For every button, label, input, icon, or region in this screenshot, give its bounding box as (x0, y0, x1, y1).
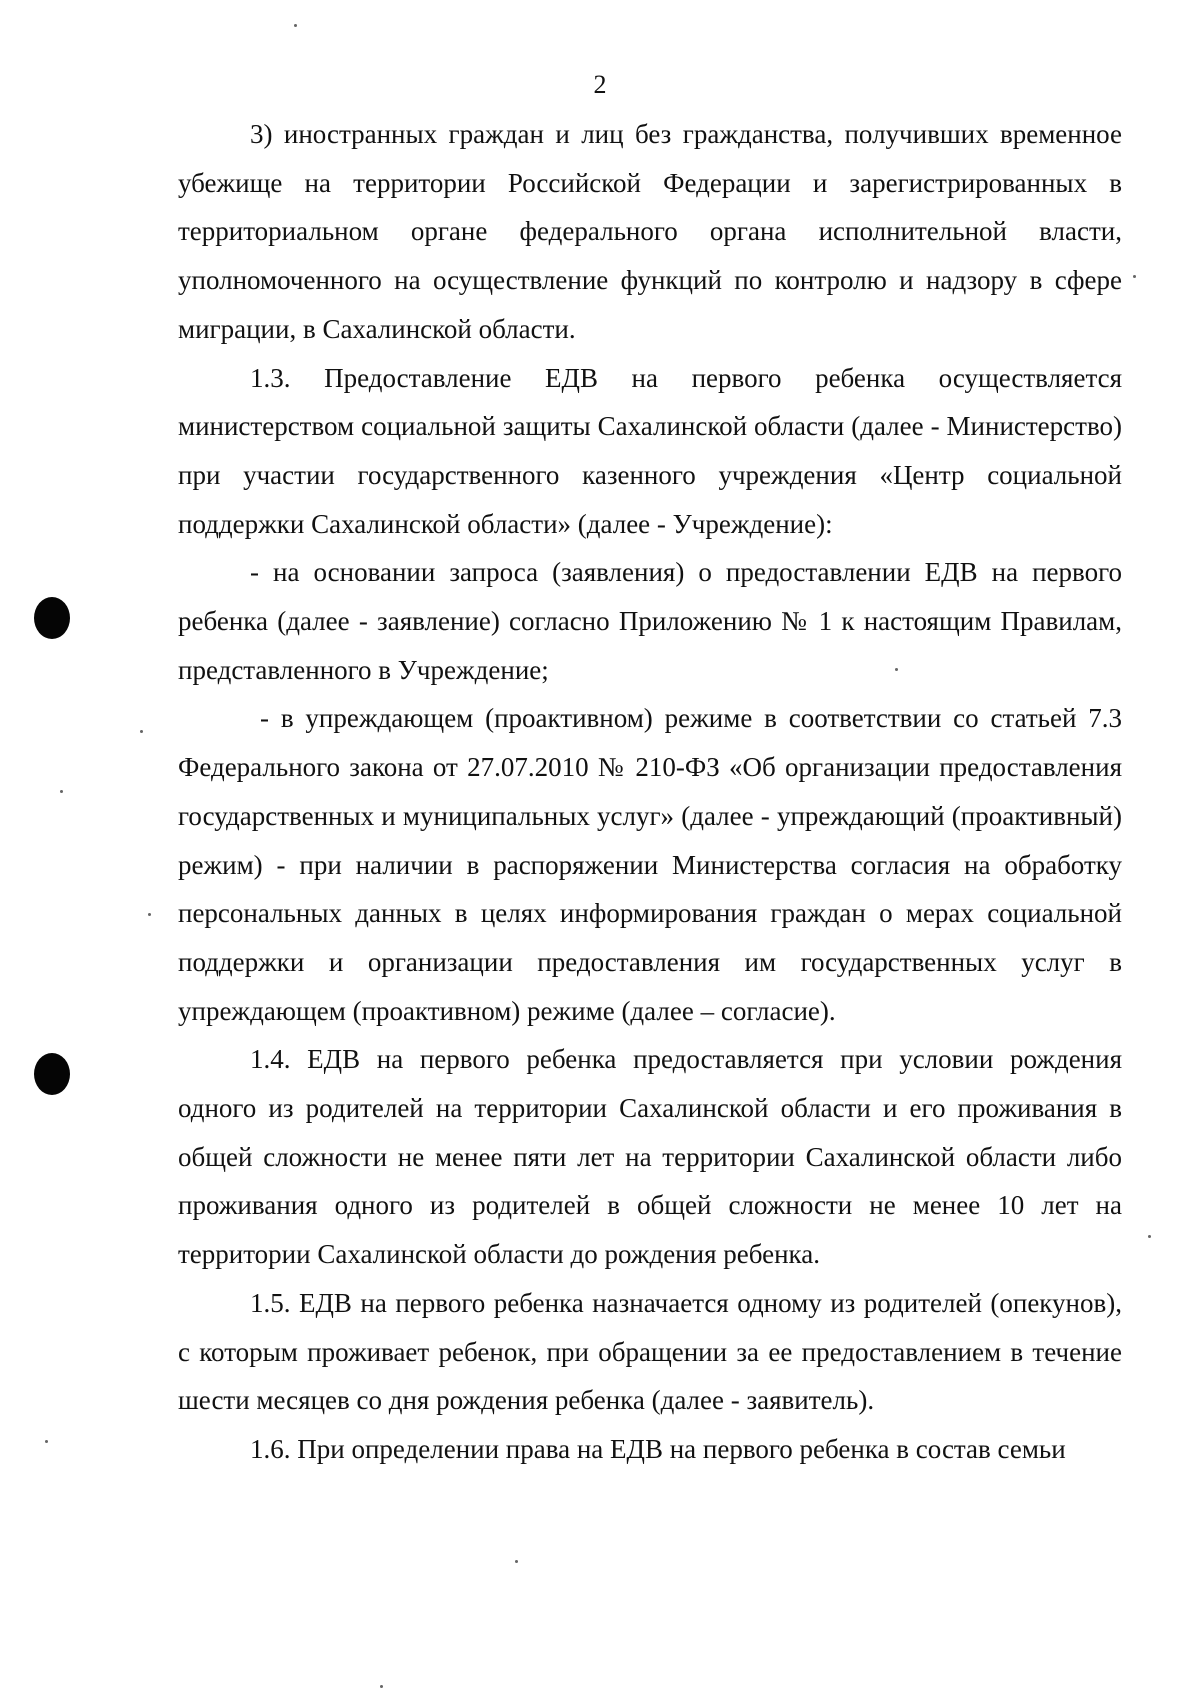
scan-speck (60, 790, 63, 793)
paragraph-1-3: 1.3. Предоставление ЕДВ на первого ребенка осуществляется министерством социальной защиты Сахалинской области (далее - Министерство) при участии государственного казенного учреждения «Центр социальной поддержки Сахалинской области» (далее - Учреждение): (178, 362, 1122, 539)
scan-speck (294, 24, 297, 27)
scan-speck (1133, 275, 1136, 278)
scan-speck (45, 1440, 48, 1443)
scan-speck (140, 730, 143, 733)
paragraph-1-5: 1.5. ЕДВ на первого ребенка назначается одному из родителей (опекунов), с которым проживает ребенок, при обращении за ее предоставлением в течение шести месяцев со дня рождения ребенка (далее - заявитель). (178, 1287, 1122, 1416)
scan-speck (515, 1560, 518, 1563)
paragraph-1-4: 1.4. ЕДВ на первого ребенка предоставляется при условии рождения одного из родителей на территории Сахалинской области и его проживания в общей сложности не менее пяти лет на территории Сахалинской области либо проживания одного из родителей в общей сложности не менее 10 лет на территории Сахалинской области до рождения ребенка. (178, 1044, 1122, 1270)
paragraph-foreign-citizens: 3) иностранных граждан и лиц без гражданства, получивших временное убежище на территории Российской Федерации и зарегистрированных в территориальном органе федерального органа исполнительной власти, уполномоченного на осуществление функций по контролю и надзору в сфере миграции, в Сахалинской области. (178, 119, 1122, 344)
paragraph-request-basis: - на основании запроса (заявления) о предоставлении ЕДВ на первого ребенка (далее - заявление) согласно Приложению № 1 к настоящим Правилам, представленного в Учреждение; (178, 557, 1122, 685)
page-number: 2 (593, 70, 607, 99)
paragraph-1-6: 1.6. При определении права на ЕДВ на первого ребенка в состав семьи (250, 1433, 1066, 1464)
scan-speck (148, 913, 151, 916)
punch-hole (34, 1053, 70, 1095)
scan-speck (380, 1685, 383, 1688)
document-body (178, 110, 1122, 1474)
paragraph-proactive-mode: - в упреждающем (проактивном) режиме в соответствии со статьей 7.3 Федерального закона от 27.07.2010 № 210-ФЗ «Об организации предоставления государственных и муниципальных услуг» (далее - упреждающий (проактивный) режим) - при наличии в распоряжении Министерства согласия на обработку персональных данных в целях информирования граждан о мерах социальной поддержки и организации предоставления им государственных услуг в упреждающем (проактивном) режиме (далее – согласие). (178, 703, 1122, 1026)
scan-speck (1148, 1235, 1151, 1238)
punch-hole (34, 597, 70, 639)
